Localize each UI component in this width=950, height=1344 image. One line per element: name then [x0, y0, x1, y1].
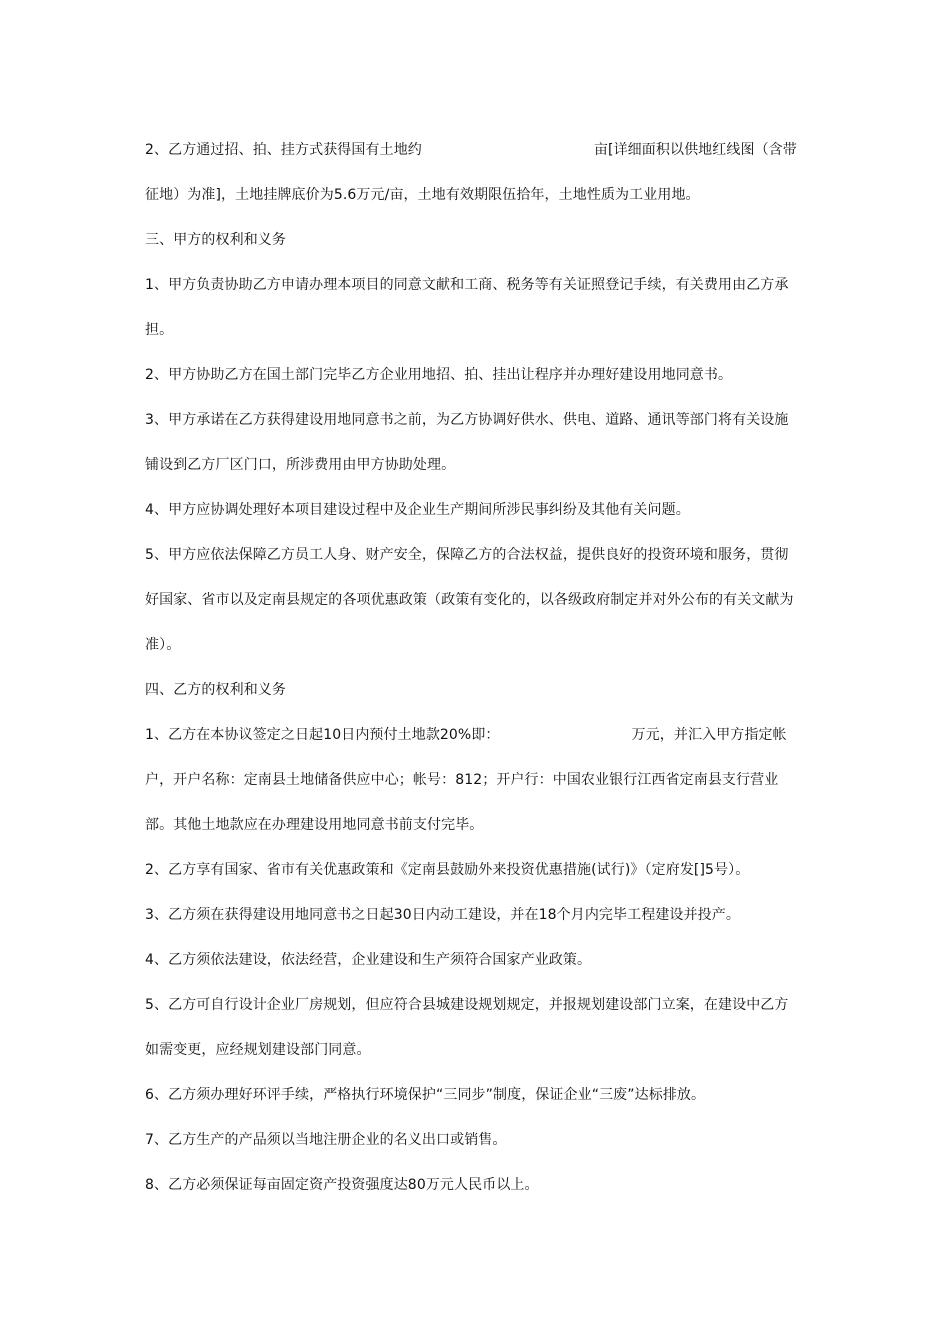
clause-line: 1、甲方负责协助乙方申请办理本项目的同意文献和工商、税务等有关证照登记手续，有关费用由乙方承	[145, 277, 789, 293]
clause-line: 6、乙方须办理好环评手续，严格执行环境保护“三同步”制度，保证企业“三废”达标排放。	[145, 1087, 706, 1103]
clause-line: 好国家、省市以及定南县规定的各项优惠政策（政策有变化的，以各级政府制定并对外公布的有关文献为	[145, 592, 794, 608]
clause-line: 3、乙方须在获得建设用地同意书之日起30日内动工建设，并在18个月内完毕工程建设并投产。	[145, 907, 740, 923]
clause-line: 4、甲方应协调处理好本项目建设过程中及企业生产期间所涉民事纠纷及其他有关问题。	[145, 502, 690, 518]
clause-line: 2、乙方享有国家、省市有关优惠政策和《定南县鼓励外来投资优惠措施(试行)》（定府发[]5号）。	[145, 862, 750, 878]
clause-line: 部。其他土地款应在办理建设用地同意书前支付完毕。	[145, 817, 484, 833]
clause-line: 3、甲方承诺在乙方获得建设用地同意书之前，为乙方协调好供水、供电、道路、通讯等部门将有关设施	[145, 412, 789, 428]
clause-line: 5、乙方可自行设计企业厂房规划，但应符合县城建设规划规定，并报规划建设部门立案，在建设中乙方	[145, 997, 789, 1013]
clause-line: 征地）为准]，土地挂牌底价为5.6万元/亩，土地有效期限伍拾年，土地性质为工业用地。	[145, 187, 700, 203]
clause-line: 7、乙方生产的产品须以当地注册企业的名义出口或销售。	[145, 1132, 507, 1148]
clause-line: 准）。	[145, 637, 181, 653]
clause-line: 1、乙方在本协议签定之日起10日内预付土地款20%即： 万元，并汇入甲方指定帐	[145, 727, 787, 743]
clause-line: 5、甲方应依法保障乙方员工人身、财产安全，保障乙方的合法权益，提供良好的投资环境和服务，贯彻	[145, 547, 789, 563]
clause-line: 担。	[145, 322, 174, 338]
clause-line: 2、甲方协助乙方在国土部门完毕乙方企业用地招、拍、挂出让程序并办理好建设用地同意书。	[145, 367, 733, 383]
section-heading: 三、甲方的权利和义务	[145, 232, 286, 248]
clause-line: 铺设到乙方厂区门口，所涉费用由甲方协助处理。	[145, 457, 456, 473]
clause-line: 8、乙方必须保证每亩固定资产投资强度达80万元人民币以上。	[145, 1177, 539, 1193]
clause-line: 2、乙方通过招、拍、挂方式获得国有土地约 亩[详细面积以供地红线图（含带	[145, 142, 797, 158]
document-body	[145, 128, 810, 1208]
section-heading: 四、乙方的权利和义务	[145, 682, 286, 698]
clause-line: 户，开户名称：定南县土地储备供应中心；帐号：812；开户行：中国农业银行江西省定南县支行营业	[145, 772, 779, 788]
clause-line: 4、乙方须依法建设，依法经营，企业建设和生产须符合国家产业政策。	[145, 952, 592, 968]
clause-line: 如需变更，应经规划建设部门同意。	[145, 1042, 371, 1058]
